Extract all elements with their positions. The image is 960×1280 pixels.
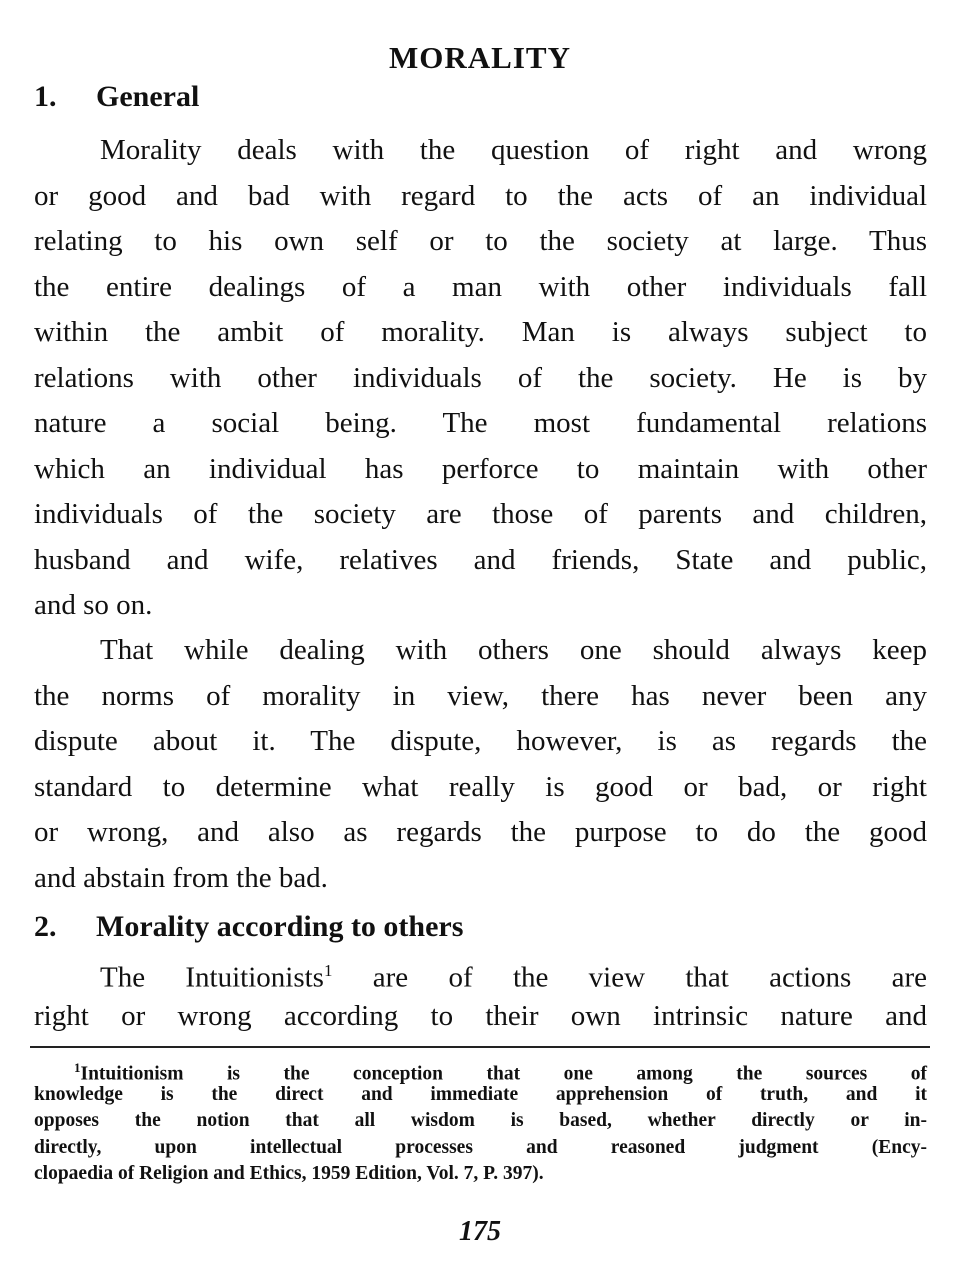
- footnote-text: Intuitionism is the conception that one among the sources of: [80, 1063, 927, 1085]
- paragraph-line: [34, 948, 927, 994]
- paragraph-line: and abstain from the bad.: [34, 861, 328, 894]
- paragraph-line: right or wrong according to their own intrinsic nature and: [34, 999, 927, 1032]
- footnote-line: clopaedia of Religion and Ethics, 1959 Edition, Vol. 7, P. 397).: [34, 1163, 544, 1184]
- section-heading-text: Morality according to others: [96, 910, 464, 943]
- page-title: MORALITY: [389, 40, 571, 75]
- paragraph-line: relating to his own self or to the society at large. Thus: [34, 225, 927, 257]
- section-heading-general: [34, 80, 199, 114]
- footnote: [34, 1055, 927, 1188]
- intuitionists-text: The Intuitionists: [100, 961, 324, 994]
- paragraph-line: within the ambit of morality. Man is always subject to: [34, 316, 927, 348]
- paragraph-line: relations with other individuals of the society. He is by: [34, 361, 927, 394]
- paragraph-general-1: [34, 128, 927, 629]
- footnote-reference: 1: [323, 961, 333, 980]
- paragraph-line: nature a social being. The most fundamental relations: [34, 407, 927, 439]
- footnote-line: opposes the notion that all wisdom is based, whether directly or in-: [34, 1110, 927, 1131]
- page-number: 175: [459, 1216, 501, 1247]
- paragraph-line: the norms of morality in view, there has never been any: [34, 679, 927, 712]
- paragraph-line: Morality deals with the question of right and wrong: [100, 134, 927, 166]
- paragraph-general-2: [34, 628, 927, 901]
- footnote-line: [34, 1055, 927, 1085]
- paragraph-line: or wrong, and also as regards the purpose to do the good: [34, 816, 927, 848]
- section-number: 1.: [34, 80, 57, 113]
- paragraph-line: standard to determine what really is good or bad, or right: [34, 770, 927, 803]
- paragraph-line: and so on.: [34, 589, 153, 621]
- paragraph-line: or good and bad with regard to the acts of an individual: [34, 179, 927, 212]
- footnote-divider: [30, 1046, 930, 1048]
- section-heading-morality-according-to-others: [34, 910, 463, 944]
- footnote-marker: 1: [74, 1060, 81, 1075]
- paragraph-line: dispute about it. The dispute, however, is as regards the: [34, 725, 927, 757]
- footnote-line: directly, upon intellectual processes and reasoned judgment (Ency-: [34, 1136, 927, 1158]
- section-heading-text: General: [96, 80, 200, 113]
- paragraph-line: which an individual has perforce to maintain with other: [34, 452, 927, 485]
- paragraph-line: That while dealing with others one should always keep: [100, 634, 927, 666]
- footnote-line: knowledge is the direct and immediate apprehension of truth, and it: [34, 1083, 927, 1105]
- paragraph-line: husband and wife, relatives and friends, State and public,: [34, 543, 927, 576]
- section-number: 2.: [34, 910, 57, 943]
- paragraph-line: the entire dealings of a man with other individuals fall: [34, 270, 927, 303]
- paragraph-others-1: [34, 948, 927, 1039]
- paragraph-line-rest: are of the view that actions are: [332, 961, 927, 994]
- paragraph-line: individuals of the society are those of parents and children,: [34, 498, 927, 530]
